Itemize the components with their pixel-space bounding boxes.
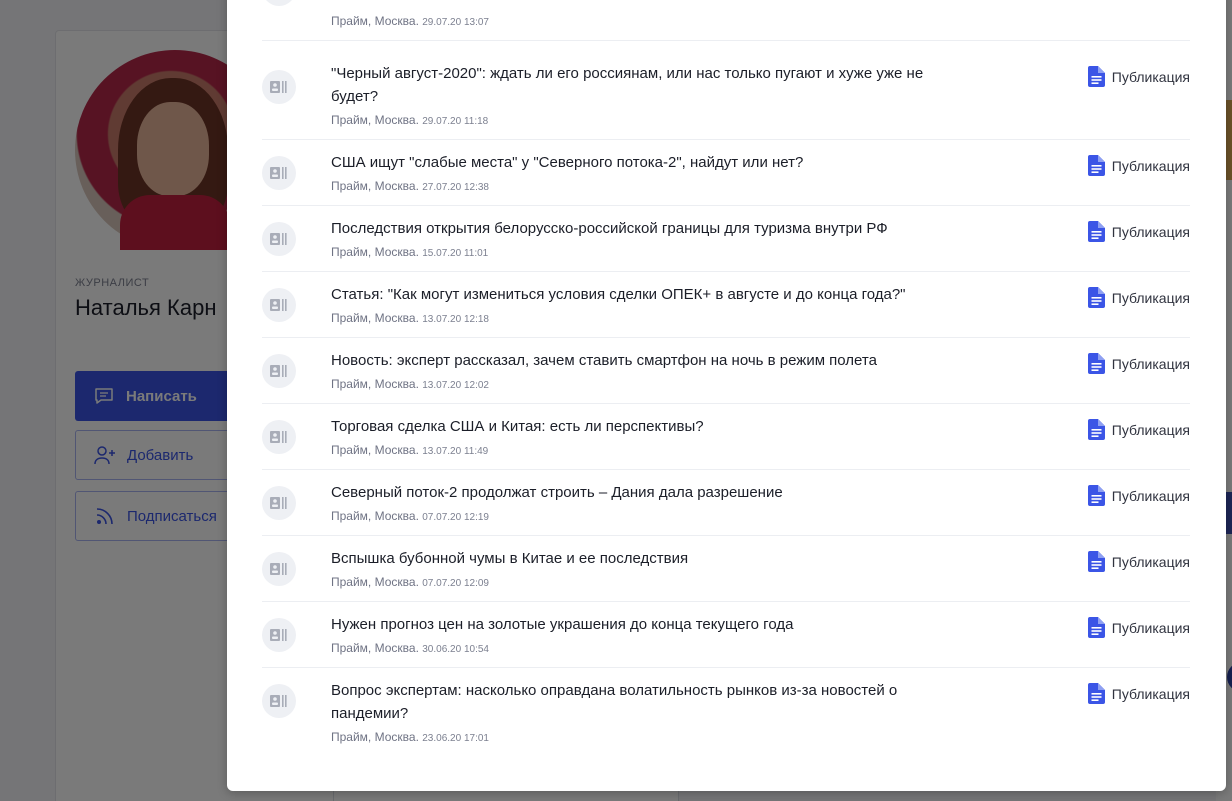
publication-row[interactable] [262, 404, 1190, 470]
document-icon [1088, 551, 1105, 572]
publication-date: 30.06.20 10:54 [422, 644, 489, 655]
publication-meta [331, 245, 488, 259]
publication-type-badge [1088, 683, 1190, 704]
publication-row[interactable] [262, 536, 1190, 602]
publication-type-label: Публикация [1111, 487, 1190, 504]
document-icon [1088, 617, 1105, 638]
publication-type-badge [1088, 551, 1190, 572]
publication-title[interactable]: Вопрос экспертам: насколько оправдана волатильность рынков из-за новостей о пандемии? [331, 682, 898, 722]
article-icon [262, 354, 296, 388]
publication-row[interactable] [262, 602, 1190, 668]
publication-type-label: Публикация [1111, 421, 1190, 438]
publication-row[interactable] [262, 140, 1190, 206]
document-icon [1088, 221, 1105, 242]
publication-type-badge [1088, 66, 1190, 87]
article-icon [262, 684, 296, 718]
publication-title[interactable]: Северный поток-2 продолжат строить – Дания дала разрешение [331, 484, 783, 501]
publication-meta [331, 179, 489, 193]
publications-modal [227, 0, 1226, 791]
publication-type-label: Публикация [1111, 223, 1190, 240]
publication-date: 13.07.20 12:18 [422, 314, 489, 325]
publication-meta [331, 730, 489, 744]
publication-meta [331, 575, 489, 589]
publication-type-label: Публикация [1111, 553, 1190, 570]
publication-meta [331, 509, 489, 523]
document-icon [1088, 353, 1105, 374]
publication-date: 15.07.20 11:01 [422, 248, 489, 259]
publication-title[interactable] [331, 0, 971, 3]
publication-type-label: Публикация [1111, 68, 1190, 85]
publication-type-badge [1088, 353, 1190, 374]
article-icon [262, 552, 296, 586]
publication-title[interactable]: Нужен прогноз цен на золотые украшения до конца текущего года [331, 616, 794, 633]
document-icon [1088, 419, 1105, 440]
publication-title[interactable]: Новость: эксперт рассказал, зачем ставить смартфон на ночь в режим полета [331, 352, 877, 369]
publication-source: Прайм, Москва. [331, 179, 419, 193]
article-icon [262, 288, 296, 322]
article-icon [262, 70, 296, 104]
article-icon [262, 222, 296, 256]
publication-title[interactable]: Вспышка бубонной чумы в Китае и ее последствия [331, 550, 689, 567]
publication-date: 13.07.20 11:49 [422, 446, 489, 457]
publication-source: Прайм, Москва. [331, 730, 419, 744]
publication-row[interactable] [262, 338, 1190, 404]
publication-type-label: Публикация [1111, 685, 1190, 702]
publication-row[interactable] [262, 470, 1190, 536]
document-icon [1088, 155, 1105, 176]
article-icon [262, 0, 296, 6]
publication-source: Прайм, Москва. [331, 14, 419, 28]
publication-type-badge [1088, 287, 1190, 308]
publication-row[interactable] [262, 0, 1190, 41]
publication-title[interactable]: Последствия открытия белорусско-российской границы для туризма внутри РФ [331, 220, 888, 237]
publication-source: Прайм, Москва. [331, 641, 419, 655]
publication-type-badge [1088, 221, 1190, 242]
document-icon [1088, 66, 1105, 87]
publication-title[interactable]: Торговая сделка США и Китая: есть ли перспективы? [331, 418, 704, 435]
article-icon [262, 420, 296, 454]
publication-type-badge [1088, 155, 1190, 176]
document-icon [1088, 683, 1105, 704]
publication-row[interactable] [262, 272, 1190, 338]
article-icon [262, 486, 296, 520]
publication-type-label: Публикация [1111, 355, 1190, 372]
publication-date: 07.07.20 12:19 [422, 512, 489, 523]
publication-source: Прайм, Москва. [331, 443, 419, 457]
publication-type-label: Публикация [1111, 619, 1190, 636]
article-icon [262, 156, 296, 190]
publication-date: 29.07.20 11:18 [422, 116, 489, 127]
publication-date: 29.07.20 13:07 [422, 17, 489, 28]
publication-date: 13.07.20 12:02 [422, 380, 489, 391]
publication-date: 27.07.20 12:38 [422, 182, 489, 193]
publication-title[interactable]: "Черный август-2020": ждать ли его россиянам, или нас только пугают и хуже уже не будет? [331, 65, 924, 105]
document-icon [1088, 287, 1105, 308]
publication-source: Прайм, Москва. [331, 113, 419, 127]
publication-date: 23.06.20 17:01 [422, 733, 489, 744]
publication-meta [331, 113, 488, 127]
publication-source: Прайм, Москва. [331, 575, 419, 589]
publication-title[interactable]: Статья: "Как могут измениться условия сделки ОПЕК+ в августе и до конца года?" [331, 286, 906, 303]
publication-source: Прайм, Москва. [331, 245, 419, 259]
publication-meta [331, 14, 489, 28]
article-icon [262, 618, 296, 652]
publication-meta [331, 311, 489, 325]
publication-row[interactable] [262, 206, 1190, 272]
publication-source: Прайм, Москва. [331, 509, 419, 523]
publication-type-label: Публикация [1111, 289, 1190, 306]
publication-type-badge [1088, 419, 1190, 440]
publication-meta [331, 377, 489, 391]
publication-row[interactable] [262, 668, 1190, 758]
publication-title[interactable]: США ищут "слабые места" у "Северного потока-2", найдут или нет? [331, 154, 804, 171]
publication-type-label: Публикация [1111, 157, 1190, 174]
publication-source: Прайм, Москва. [331, 311, 419, 325]
publication-date: 07.07.20 12:09 [422, 578, 489, 589]
publication-type-badge [1088, 617, 1190, 638]
document-icon [1088, 485, 1105, 506]
publication-type-badge [1088, 485, 1190, 506]
publication-row[interactable] [262, 51, 1190, 140]
publication-meta [331, 641, 489, 655]
publication-source: Прайм, Москва. [331, 377, 419, 391]
publication-meta [331, 443, 488, 457]
